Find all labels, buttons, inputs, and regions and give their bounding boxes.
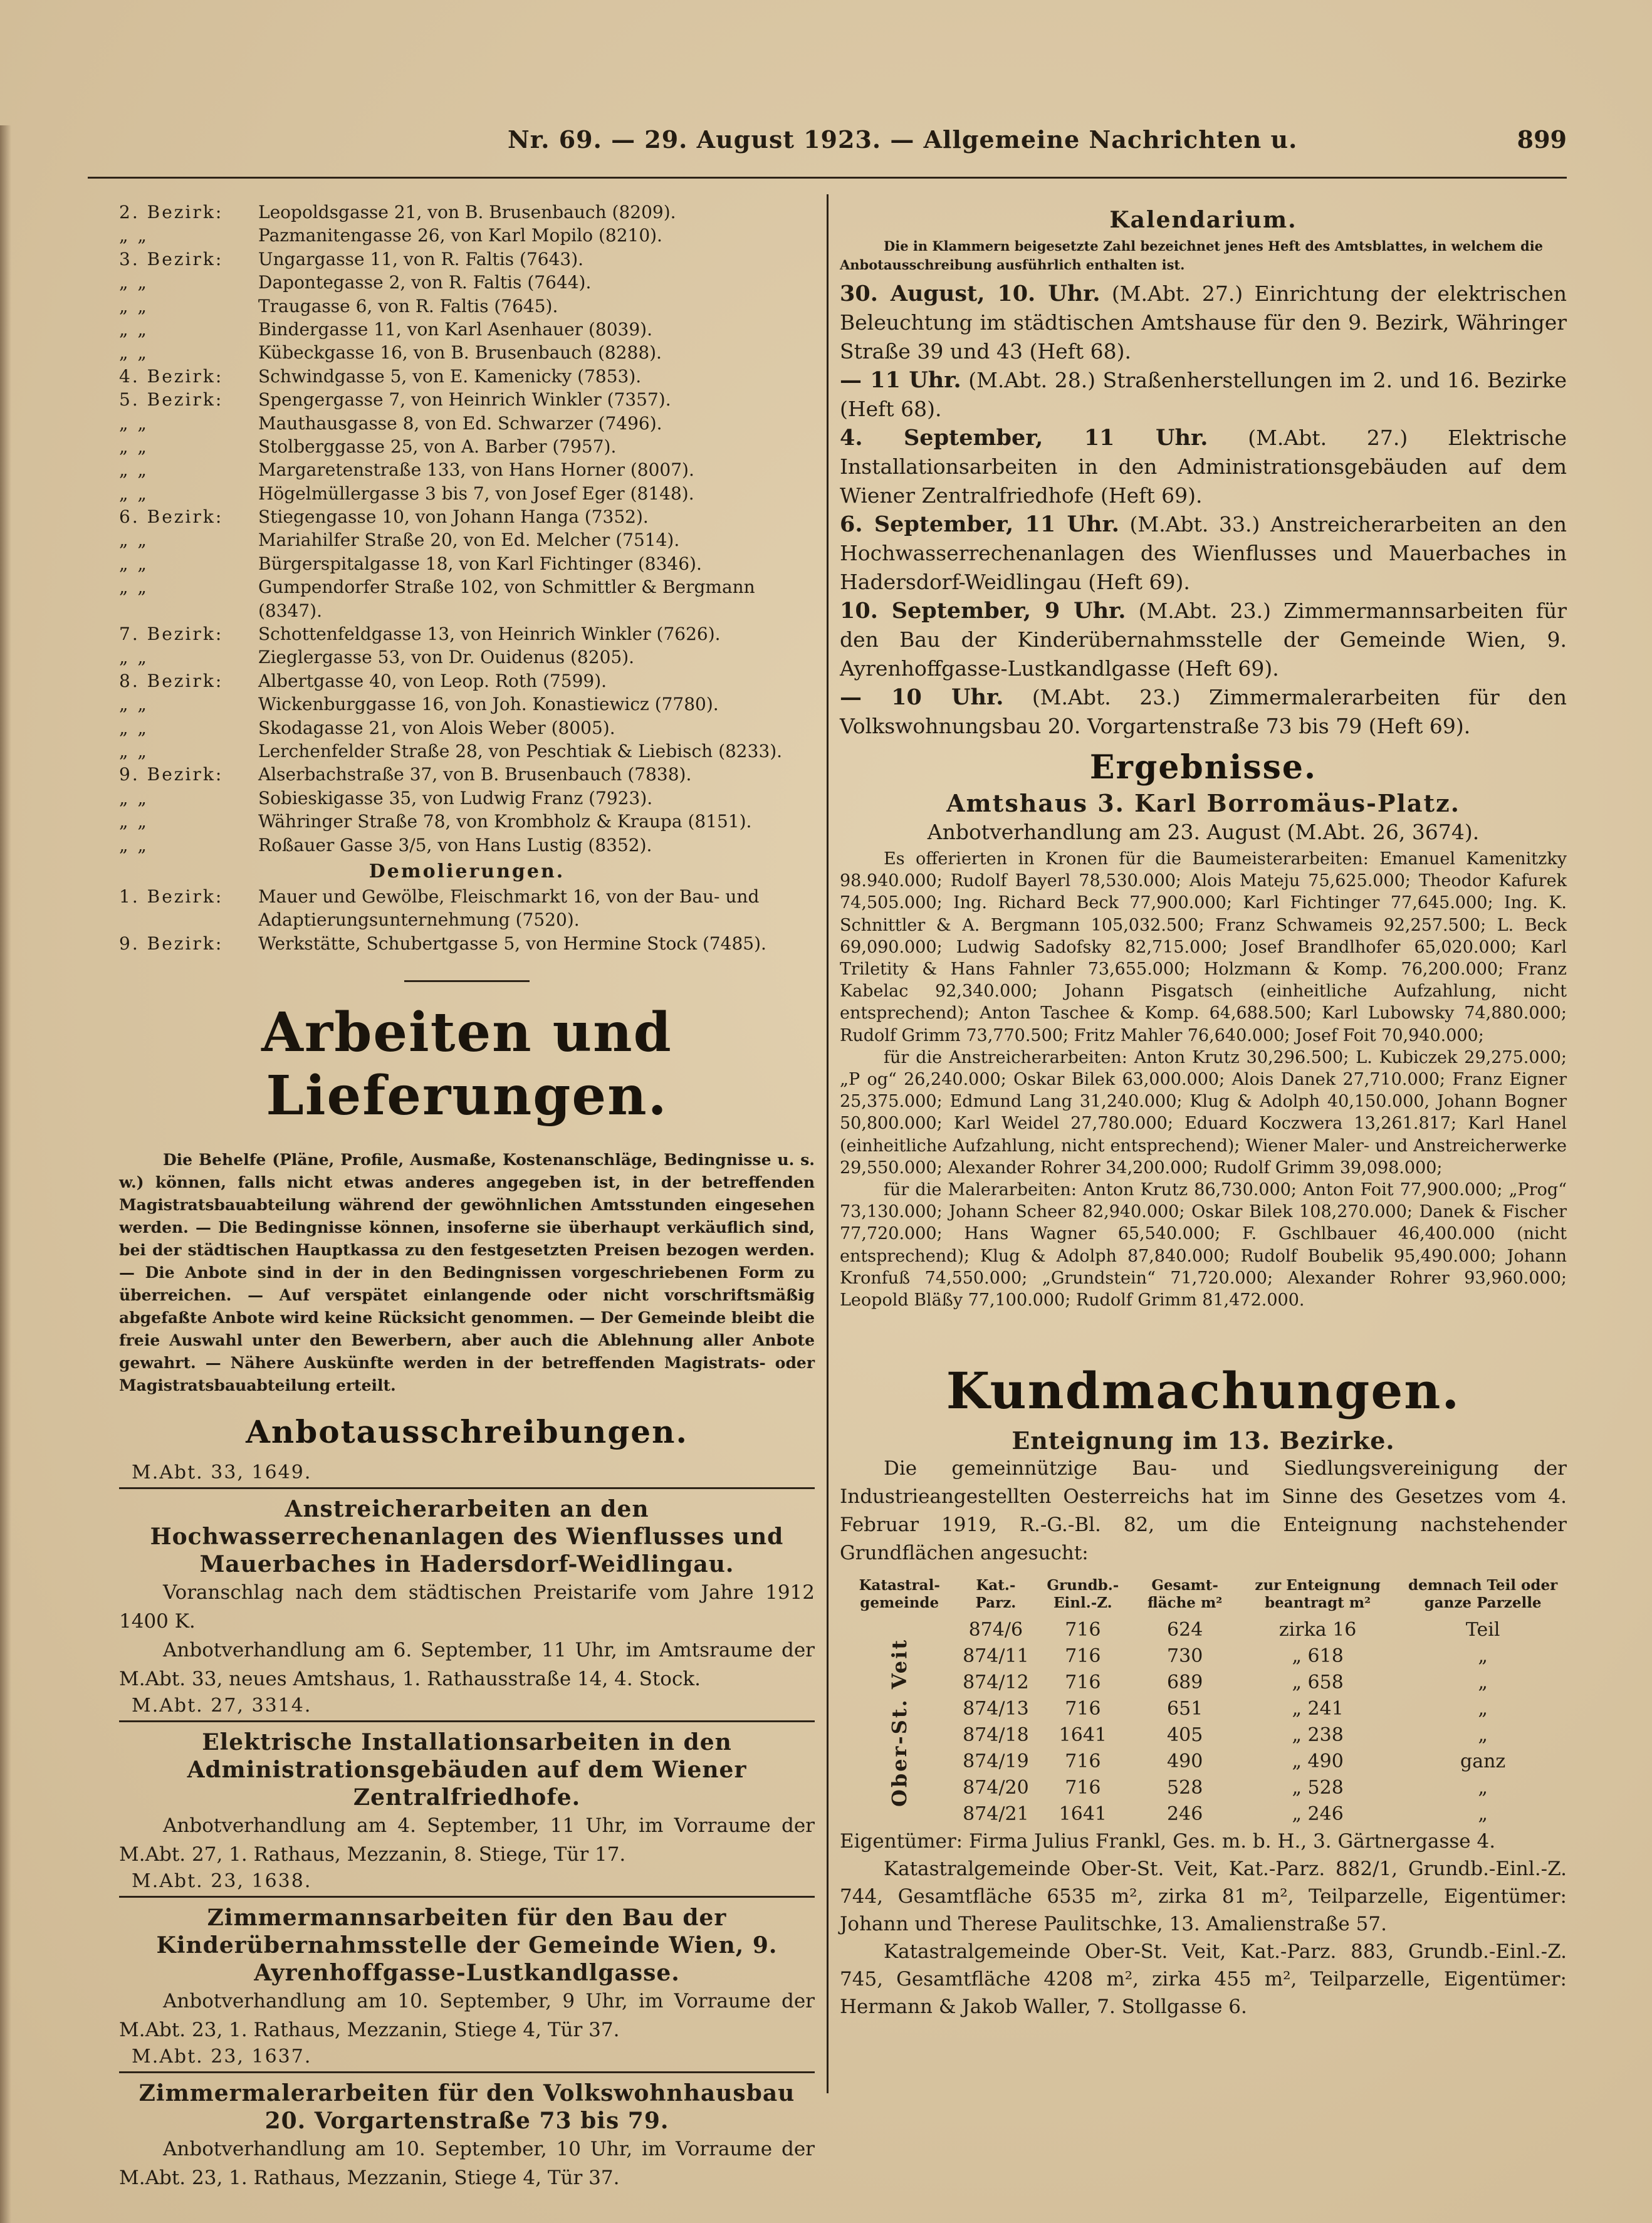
table-header-cell: Katastral-gemeinde bbox=[859, 1577, 940, 1612]
table-cell: „ 528 bbox=[1292, 1777, 1344, 1799]
abteilung-reference: M.Abt. 23, 1638. bbox=[132, 1870, 312, 1893]
table-cell: 1641 bbox=[1059, 1803, 1107, 1826]
table-cell: 874/20 bbox=[963, 1777, 1029, 1799]
section-rule bbox=[119, 2071, 815, 2073]
kalendarium-date: 30. August, 10. Uhr. bbox=[840, 281, 1100, 306]
kalendarium-text: (M.Abt. 23.) Zimmermalerarbeiten für den Volkswohnungsbau 20. Vorgartenstraße 73 bis 79 (Heft 69). bbox=[840, 685, 1567, 738]
ergebnisse-anstreicher: für die Anstreicherarbeiten: Anton Krutz 30,296.500; L. Kubiczek 29,275.000; „P og“ 26,240.000; Oskar Bilek 63,000.000; Alois Danek 27,710.000; Franz Eigner 25,375.000; Edmund Lang 31,240.000; Klug & Adolph 40,150.000, Johann Bogner 50,800.000; Karl Weidel 27,780.000; Eduard Koczwera 13,261.817; Karl Hanel (einheitliche Aufzahlung, nicht entsprechend); Wiener Maler- und Anstreicherwerke 29,550.000; Alexander Rohrer 34,200.000; Rudolf Grimm 39,098.000; bbox=[840, 1047, 1567, 1178]
district-label: 3. Bezirk: bbox=[119, 248, 224, 269]
district-label: 5. Bezirk: bbox=[119, 389, 224, 411]
table-cell: 730 bbox=[1167, 1645, 1203, 1668]
abteilung-reference: M.Abt. 23, 1637. bbox=[132, 2046, 312, 2068]
table-header-cell: Grundb.-Einl.-Z. bbox=[1047, 1577, 1119, 1612]
demolierung-label: 1. Bezirk: bbox=[119, 886, 224, 907]
table-cell: 874/6 bbox=[968, 1619, 1023, 1641]
district-label: „ „ bbox=[119, 412, 149, 434]
demolierung-row bbox=[119, 932, 815, 955]
arbeiten-intro: Die Behelfe (Pläne, Profile, Ausmaße, Kostenanschläge, Bedingnisse u. s. w.) können, falls nicht etwas anderes angegeben ist, in der betreffenden Magistratsbauabteilung während der gewöhnlichen Amtsstunden eingesehen werden. — Die Bedingnisse können, insoferne sie überhaupt verkäuflich sind, bei der städtischen Hauptkassa zu den festgesetzten Preisen bezogen werden. — Die Anbote sind in der in den Bedingnissen vorgeschriebenen Form zu überreichen. — Auf verspätet einlangende oder nicht vorschriftsmäßig abgefaßte Anbote wird keine Rücksicht genommen. — Der Gemeinde bleibt die freie Auswahl unter den Bewerbern, aber auch die Ablehnung aller Anbote gewahrt. — Nähere Auskünfte werden in der betreffenden Magistrats- oder Magistratsbauabteilung erteilt. bbox=[119, 1151, 815, 1395]
anbotverhandlung-text: Anbotverhandlung am 6. September, 11 Uhr, im Amtsraume der M.Abt. 33, neues Amtshaus, 1. Rathausstraße 14, 4. Stock. bbox=[119, 1639, 815, 1691]
anbot-section-title: Zimmermalerarbeiten für den Volkswohnhausbau 20. Vorgartenstraße 73 bis 79. bbox=[139, 2080, 795, 2135]
district-row bbox=[119, 435, 815, 458]
kalendarium-text: (M.Abt. 33.) Anstreicherarbeiten an den Hochwasserrechenanlagen des Wienflusses und Mauerbaches in Hadersdorf-Weidlingau (Heft 69). bbox=[840, 512, 1567, 594]
kalendarium-date: 10. September, 9 Uhr. bbox=[840, 598, 1126, 624]
district-label: „ „ bbox=[119, 459, 149, 481]
ergebnisse-baumeister: Es offerierten in Kronen für die Baumeisterarbeiten: Emanuel Kamenitzky 98.940.000; Rudolf Bayerl 78,530.000; Alois Mateju 75,625.000; Theodor Kafurek 74,505.000; Ing. Richard Beck 77,900.000; Karl Fichtinger 77,645.000; Ing. K. Schnittler & A. Bergmann 105,032.500; Franz Schwameis 92,257.500; L. Beck 69,090.000; Ludwig Sadofsky 82,715.000; Josef Brandlhofer 65,020.000; Karl Triletity & Hans Fahnler 73,655.000; Holzmann & Komp. 76,200.000; Franz Kabelac 92,340.000; Johann Pisgatsch (einheitliche Aufzahlung, nicht entsprechend); Anton Taschee & Komp. 64,688.500; Karl Lubowsky 74,880.000; Rudolf Grimm 73,770.500; Fritz Mahler 76,640.000; Josef Foit 70,940.000; bbox=[840, 849, 1567, 1045]
district-row bbox=[119, 295, 815, 318]
section-rule bbox=[119, 1896, 815, 1898]
table-cell: 651 bbox=[1167, 1698, 1203, 1720]
district-row bbox=[119, 575, 815, 622]
district-row bbox=[119, 693, 815, 716]
district-row bbox=[119, 388, 815, 411]
anbot-section bbox=[119, 1460, 815, 1693]
district-label: „ „ bbox=[119, 811, 149, 832]
table-cell: „ 490 bbox=[1292, 1750, 1344, 1773]
right-column bbox=[840, 201, 1567, 2021]
table-cell: 490 bbox=[1167, 1750, 1203, 1773]
district-label: „ „ bbox=[119, 295, 149, 316]
ergebnisse-subtitle2: Anbotverhandlung am 23. August (M.Abt. 26, 3674). bbox=[927, 820, 1480, 844]
district-row bbox=[119, 763, 815, 786]
section-rule bbox=[119, 1720, 815, 1722]
table-cell: 624 bbox=[1167, 1619, 1203, 1641]
abteilung-reference: M.Abt. 27, 3314. bbox=[132, 1695, 312, 1717]
table-header-cell: Kat.-Parz. bbox=[975, 1577, 1017, 1612]
district-row bbox=[119, 412, 815, 435]
district-label: 6. Bezirk: bbox=[119, 506, 224, 528]
district-row bbox=[119, 271, 815, 294]
table-cell: 246 bbox=[1167, 1803, 1203, 1826]
district-entry: Leopoldsgasse 21, von B. Brusenbauch (8209). bbox=[258, 202, 676, 222]
table-cell: „ 241 bbox=[1292, 1698, 1344, 1720]
kalendarium-entry bbox=[840, 280, 1567, 366]
district-entry: Schottenfeldgasse 13, von Heinrich Winkler (7626). bbox=[258, 624, 721, 645]
anbot-title: Anbotausschreibungen. bbox=[246, 1413, 688, 1451]
table-cell: „ bbox=[1478, 1698, 1488, 1720]
demolierungen-list bbox=[119, 885, 815, 955]
anbotverhandlung-text: Anbotverhandlung am 10. September, 9 Uhr, im Vorraume der M.Abt. 23, 1. Rathaus, Mezzanin, Stiege 4, Tür 37. bbox=[119, 1990, 815, 2042]
demolierung-entry: Werkstätte, Schubertgasse 5, von Hermine Stock (7485). bbox=[258, 933, 766, 954]
district-label: „ „ bbox=[119, 741, 149, 761]
kalendarium-date: — 11 Uhr. bbox=[840, 367, 961, 393]
district-entry: Alserbachstraße 37, von B. Brusenbauch (7838). bbox=[258, 764, 692, 785]
table-header-cell: zur Enteignung beantragt m² bbox=[1255, 1577, 1381, 1612]
district-row bbox=[119, 646, 815, 669]
table-body bbox=[840, 1617, 1567, 1828]
district-label: 9. Bezirk: bbox=[119, 764, 224, 785]
table-cell: 405 bbox=[1167, 1724, 1203, 1747]
enteignung-title: Enteignung im 13. Bezirke. bbox=[1012, 1426, 1395, 1455]
district-entry: Dapontegasse 2, von R. Faltis (7644). bbox=[258, 272, 592, 293]
ergebnisse-subtitle: Amtshaus 3. Karl Borromäus-Platz. bbox=[946, 789, 1460, 817]
demolierungen-title: Demolierungen. bbox=[369, 860, 565, 882]
district-label: „ „ bbox=[119, 342, 149, 364]
district-row bbox=[119, 365, 815, 388]
district-entry: Ungargasse 11, von R. Faltis (7643). bbox=[258, 248, 584, 269]
district-label: „ „ bbox=[119, 577, 149, 598]
table-cell: 716 bbox=[1065, 1750, 1101, 1773]
anbot-section-title: Zimmermannsarbeiten für den Bau der Kinderübernahmsstelle der Gemeinde Wien, 9. Ayrenhoffgasse-Lustkandlgasse. bbox=[156, 1905, 778, 1987]
district-label: „ „ bbox=[119, 225, 149, 246]
enteignung-intro: Die gemeinnützige Bau- und Siedlungsvereinigung der Industrieangestellten Oesterreichs hat im Sinne des Gesetzes vom 4. Februar 1919, R.-G.-Bl. 82, um die Enteignung nachstehender Grundflächen angesucht: bbox=[840, 1457, 1567, 1565]
kalendarium-date: — 10 Uhr. bbox=[840, 684, 1004, 710]
district-entry: Bindergasse 11, von Karl Asenhauer (8039). bbox=[258, 318, 652, 340]
demolierung-entry: Mauer und Gewölbe, Fleischmarkt 16, von der Bau- und Adaptierungsunternehmung (7520). bbox=[258, 886, 760, 931]
anbot-section bbox=[119, 2044, 815, 2192]
district-entry: Margaretenstraße 133, von Hans Horner (8007). bbox=[258, 459, 694, 481]
demolierung-row bbox=[119, 885, 815, 932]
page-header bbox=[81, 125, 1567, 169]
anbot-section bbox=[119, 1869, 815, 2044]
district-entry: Bürgerspitalgasse 18, von Karl Fichtinger (8346). bbox=[258, 553, 702, 574]
district-label: „ „ bbox=[119, 787, 149, 808]
district-row bbox=[119, 341, 815, 364]
parcel-882: Katastralgemeinde Ober-St. Veit, Kat.-Parz. 882/1, Grundb.-Einl.-Z. 744, Gesamtfläche 6535 m², zirka 81 m², Teilparzelle, Eigentümer: Johann und Therese Paulitschke, 13. Amalienstraße 57. bbox=[840, 1858, 1567, 1936]
district-label: „ „ bbox=[119, 717, 149, 738]
table-cell: 1641 bbox=[1059, 1724, 1107, 1747]
anbot-section bbox=[119, 1693, 815, 1869]
district-entry: Wickenburggasse 16, von Joh. Konastiewicz (7780). bbox=[258, 694, 719, 715]
district-label: 2. Bezirk: bbox=[119, 202, 224, 222]
district-label: „ „ bbox=[119, 834, 149, 855]
table-cell: zirka 16 bbox=[1278, 1619, 1357, 1641]
anbotverhandlung-text: Anbotverhandlung am 4. September, 11 Uhr, im Vorraume der M.Abt. 27, 1. Rathaus, Mezzanin, 8. Stiege, Tür 17. bbox=[119, 1814, 815, 1866]
district-label: „ „ bbox=[119, 272, 149, 293]
district-entry: Sobieskigasse 35, von Ludwig Franz (7923). bbox=[258, 787, 653, 808]
table-cell: „ 658 bbox=[1292, 1671, 1344, 1694]
district-row bbox=[119, 248, 815, 271]
arbeiten-title: Arbeiten und Lieferungen. bbox=[261, 1001, 672, 1128]
table-header-cell: Gesamt-fläche m² bbox=[1147, 1577, 1223, 1612]
district-label: 4. Bezirk: bbox=[119, 365, 224, 387]
district-row bbox=[119, 622, 815, 646]
district-row bbox=[119, 201, 815, 224]
district-entry: Lerchenfelder Straße 28, von Peschtiak & Liebisch (8233). bbox=[258, 741, 783, 761]
table-cell: 716 bbox=[1065, 1698, 1101, 1720]
header-rule bbox=[88, 177, 1567, 179]
kalendarium-text: (M.Abt. 27.) Einrichtung der elektrischen Beleuchtung im städtischen Amtshause für den 9. Bezirk, Währinger Straße 39 und 43 (Heft 68). bbox=[840, 281, 1567, 364]
table-cell: „ 238 bbox=[1292, 1724, 1344, 1747]
issue-line: Nr. 69. — 29. August 1923. — Allgemeine Nachrichten u. bbox=[508, 125, 1298, 154]
district-row bbox=[119, 482, 815, 505]
district-row bbox=[119, 458, 815, 481]
district-entry: Stolberggasse 25, von A. Barber (7957). bbox=[258, 436, 617, 457]
table-cell: 874/13 bbox=[963, 1698, 1029, 1720]
district-label: 8. Bezirk: bbox=[119, 670, 224, 691]
district-entry: Währinger Straße 78, von Krombholz & Kraupa (8151). bbox=[258, 811, 752, 832]
table-cell: 874/12 bbox=[963, 1671, 1029, 1694]
kalendarium-text: (M.Abt. 28.) Straßenherstellungen im 2. und 16. Bezirke (Heft 68). bbox=[840, 368, 1567, 421]
table-cell: „ 618 bbox=[1292, 1645, 1344, 1668]
district-row bbox=[119, 669, 815, 693]
table-cell: 528 bbox=[1167, 1777, 1203, 1799]
anbot-section-title: Elektrische Installationsarbeiten in den Administrationsgebäuden auf dem Wiener Zentralfriedhofe. bbox=[187, 1729, 747, 1811]
kalendarium-text: (M.Abt. 27.) Elektrische Installationsarbeiten in den Administrationsgebäuden auf dem Wiener Zentralfriedhofe (Heft 69). bbox=[840, 426, 1567, 508]
kalendarium-date: 6. September, 11 Uhr. bbox=[840, 511, 1119, 537]
district-label: „ „ bbox=[119, 530, 149, 551]
abteilung-reference: M.Abt. 33, 1649. bbox=[132, 1462, 312, 1484]
district-entry: Traugasse 6, von R. Faltis (7645). bbox=[258, 295, 558, 316]
table-header-cell: demnach Teil oder ganze Parzelle bbox=[1408, 1577, 1558, 1612]
kalendarium-entry bbox=[840, 424, 1567, 510]
kalendarium-entry bbox=[840, 683, 1567, 741]
anbot-section-title: Anstreicherarbeiten an den Hochwasserrechenanlagen des Wienflusses und Mauerbaches in Hadersdorf-Weidlingau. bbox=[150, 1496, 784, 1578]
table-cell: „ bbox=[1478, 1671, 1488, 1694]
kundmachungen-title: Kundmachungen. bbox=[946, 1361, 1461, 1421]
table-cell: „ bbox=[1478, 1803, 1488, 1826]
table-cell: 874/11 bbox=[963, 1645, 1029, 1668]
table-cell: „ bbox=[1478, 1645, 1488, 1668]
district-entry: Högelmüllergasse 3 bis 7, von Josef Eger (8148). bbox=[258, 483, 694, 504]
district-label: „ „ bbox=[119, 318, 149, 340]
table-cell: 716 bbox=[1065, 1619, 1101, 1641]
district-entry: Skodagasse 21, von Alois Weber (8005). bbox=[258, 717, 615, 738]
parzellen-table bbox=[840, 1576, 1567, 1828]
district-row bbox=[119, 716, 815, 740]
torn-page-edge bbox=[0, 125, 11, 2223]
table-cell: 689 bbox=[1167, 1671, 1203, 1694]
kalendarium-list bbox=[840, 280, 1567, 741]
district-entry: Zieglergasse 53, von Dr. Ouidenus (8205). bbox=[258, 647, 635, 668]
district-row bbox=[119, 318, 815, 341]
district-list bbox=[119, 201, 815, 857]
kalendarium-entry bbox=[840, 510, 1567, 597]
anbot-sections bbox=[119, 1460, 815, 2192]
table-cell: „ bbox=[1478, 1724, 1488, 1747]
district-entry: Schwindgasse 5, von E. Kamenicky (7853). bbox=[258, 365, 642, 387]
district-label: „ „ bbox=[119, 694, 149, 715]
district-entry: Mauthausgasse 8, von Ed. Schwarzer (7496). bbox=[258, 412, 662, 434]
district-row bbox=[119, 834, 815, 857]
section-rule bbox=[119, 1487, 815, 1489]
table-header-row bbox=[840, 1576, 1567, 1617]
owner-line: Eigentümer: Firma Julius Frankl, Ges. m. b. H., 3. Gärtnergasse 4. bbox=[840, 1830, 1496, 1853]
table-cell: 874/18 bbox=[963, 1724, 1029, 1747]
katastralgemeinde-cell: Ober-St. Veit bbox=[887, 1638, 912, 1807]
ergebnisse-maler: für die Malerarbeiten: Anton Krutz 86,730.000; Anton Foit 77,900.000; „Prog“ 73,130.000; Johann Scheer 82,940.000; Oskar Bilek 108,270.000; Danek & Fischer 77,720.000; Hans Wagner 65,540.000; F. Gschlbauer 46,400.000 (nicht entsprechend); Klug & Adolph 87,840.000; Rudolf Boubelik 95,490.000; Johann Kronfuß 74,550.000; „Grundstein“ 71,720.000; Alexander Rohrer 93,960.000; Leopold Bläßy 77,100.000; Rudolf Grimm 81,472.000. bbox=[840, 1180, 1567, 1310]
district-entry: Albertgasse 40, von Leop. Roth (7599). bbox=[258, 670, 607, 691]
table-cell: 874/19 bbox=[963, 1750, 1029, 1773]
district-label: 7. Bezirk: bbox=[119, 624, 224, 645]
district-row bbox=[119, 528, 815, 552]
district-entry: Mariahilfer Straße 20, von Ed. Melcher (7514). bbox=[258, 530, 680, 551]
table-cell: 716 bbox=[1065, 1671, 1101, 1694]
kalendarium-title: Kalendarium. bbox=[1109, 207, 1297, 233]
section-divider bbox=[404, 980, 530, 982]
table-cell: Teil bbox=[1465, 1619, 1500, 1641]
left-column bbox=[119, 201, 815, 2192]
district-row bbox=[119, 740, 815, 763]
kalendarium-entry bbox=[840, 597, 1567, 683]
district-entry: Kübeckgasse 16, von B. Brusenbauch (8288). bbox=[258, 342, 662, 364]
district-row bbox=[119, 787, 815, 810]
kalendarium-date: 4. September, 11 Uhr. bbox=[840, 425, 1208, 451]
district-entry: Gumpendorfer Straße 102, von Schmittler & Bergmann (8347). bbox=[258, 577, 755, 621]
table-cell: „ 246 bbox=[1292, 1803, 1344, 1826]
parcel-883: Katastralgemeinde Ober-St. Veit, Kat.-Parz. 883, Grundb.-Einl.-Z. 745, Gesamtfläche 4208 m², zirka 455 m², Teilparzelle, Eigentümer: Hermann & Jakob Waller, 7. Stollgasse 6. bbox=[840, 1940, 1567, 2019]
table-cell: ganz bbox=[1460, 1750, 1506, 1773]
table-cell: 716 bbox=[1065, 1645, 1101, 1668]
table-row bbox=[840, 1617, 1567, 1643]
table-cell: „ bbox=[1478, 1777, 1488, 1799]
district-row bbox=[119, 552, 815, 575]
anbotverhandlung-text: Anbotverhandlung am 10. September, 10 Uhr, im Vorraume der M.Abt. 23, 1. Rathaus, Mezzanin, Stiege 4, Tür 37. bbox=[119, 2138, 815, 2190]
district-row bbox=[119, 505, 815, 528]
district-row bbox=[119, 810, 815, 833]
kalendarium-note: Die in Klammern beigesetzte Zahl bezeichnet jenes Heft des Amtsblattes, in welchem die Anbotausschreibung ausführlich enthalten ist. bbox=[840, 238, 1544, 273]
district-entry: Stiegengasse 10, von Johann Hanga (7352). bbox=[258, 506, 649, 528]
district-label: „ „ bbox=[119, 436, 149, 457]
voranschlag-text: Voranschlag nach dem städtischen Preistarife vom Jahre 1912 1400 K. bbox=[119, 1581, 815, 1633]
table-cell: 716 bbox=[1065, 1777, 1101, 1799]
district-row bbox=[119, 224, 815, 247]
table-cell: 874/21 bbox=[963, 1803, 1029, 1826]
district-entry: Roßauer Gasse 3/5, von Hans Lustig (8352). bbox=[258, 834, 652, 855]
district-label: „ „ bbox=[119, 647, 149, 668]
ergebnisse-title: Ergebnisse. bbox=[1089, 748, 1317, 787]
demolierung-label: 9. Bezirk: bbox=[119, 933, 224, 954]
district-entry: Pazmanitengasse 26, von Karl Mopilo (8210). bbox=[258, 225, 662, 246]
kalendarium-text: (M.Abt. 23.) Zimmermannsarbeiten für den Bau der Kinderübernahmsstelle der Gemeinde Wien, 9. Ayrenhoffgasse-Lustkandlgasse (Heft 69). bbox=[840, 599, 1567, 681]
page-number: 899 bbox=[1517, 125, 1567, 154]
district-label: „ „ bbox=[119, 553, 149, 574]
district-label: „ „ bbox=[119, 483, 149, 504]
column-divider bbox=[827, 194, 829, 2093]
district-entry: Spengergasse 7, von Heinrich Winkler (7357). bbox=[258, 389, 671, 411]
kalendarium-entry bbox=[840, 366, 1567, 424]
